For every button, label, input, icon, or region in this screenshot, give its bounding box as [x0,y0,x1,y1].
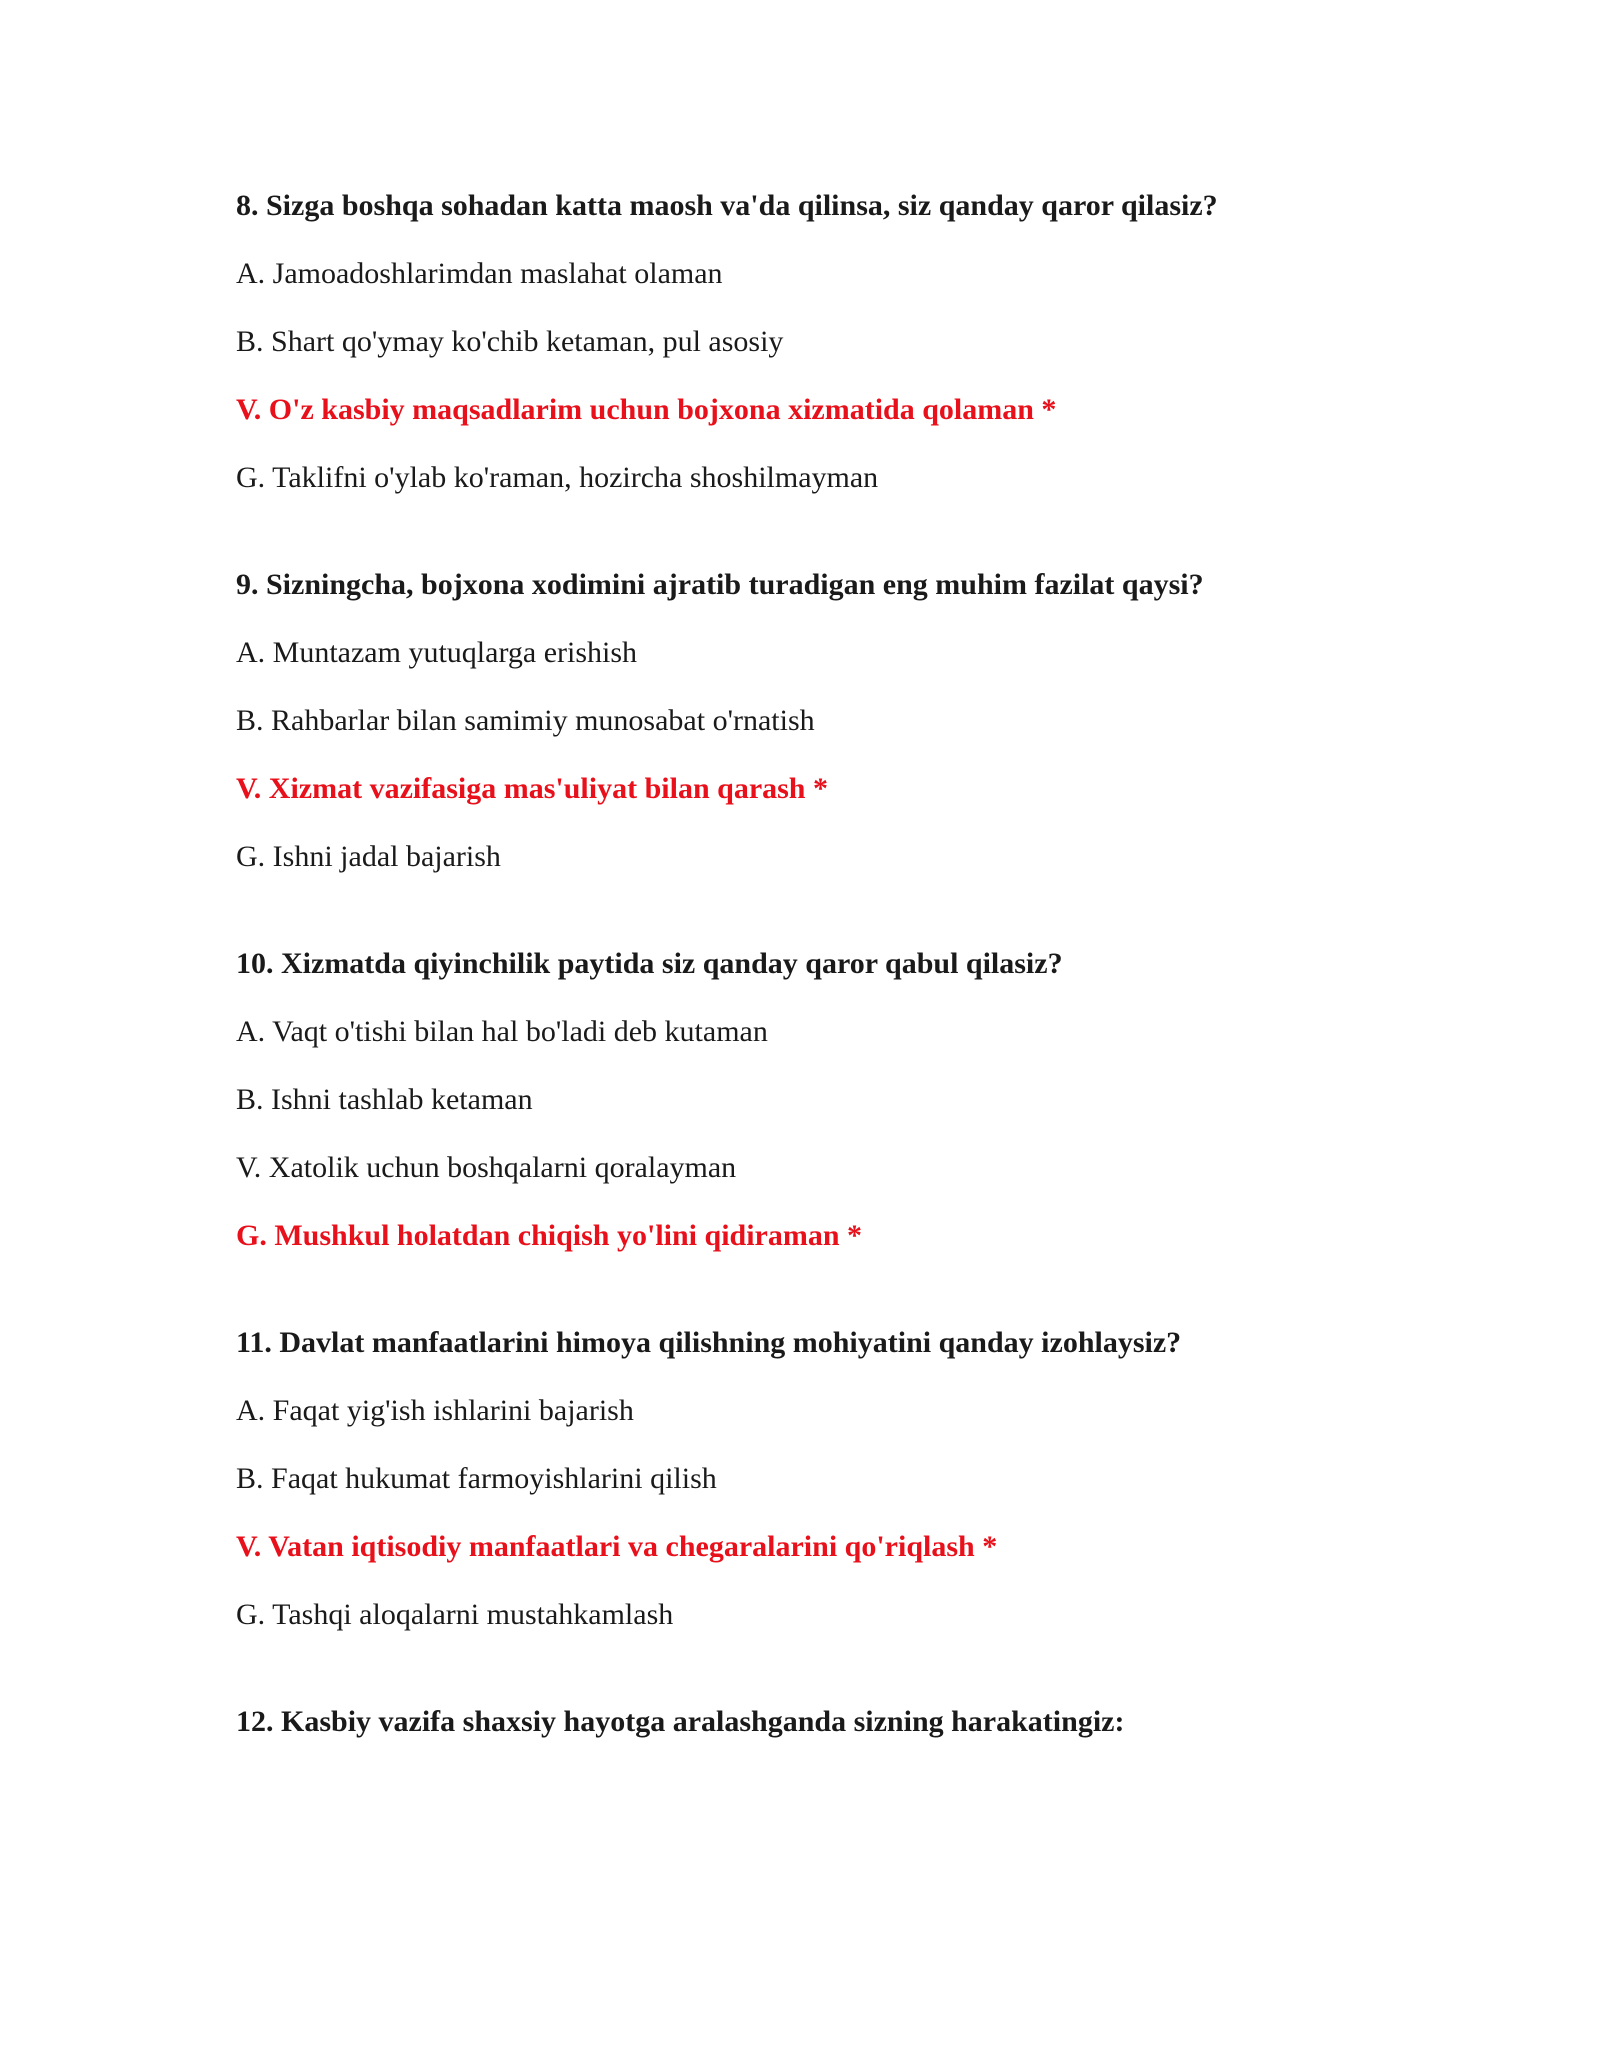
correct-answer-option: V. O'z kasbiy maqsadlarim uchun bojxona xizmatida qolaman * [236,393,1057,426]
question-text: 11. Davlat manfaatlarini himoya qilishning mohiyatini qanday izohlaysiz? [236,1326,1182,1359]
answer-option: G. Tashqi aloqalarni mustahkamlash [236,1598,674,1631]
answer-option: B. Faqat hukumat farmoyishlarini qilish [236,1462,717,1495]
question-block-8 [236,186,1436,498]
question-text: 12. Kasbiy vazifa shaxsiy hayotga aralashganda sizning harakatingiz: [236,1705,1125,1738]
question-block-12 [236,1702,1436,1742]
question-block-11 [236,1323,1436,1635]
document-page [236,186,1436,1809]
question-block-9 [236,565,1436,877]
correct-answer-option: V. Vatan iqtisodiy manfaatlari va chegaralarini qo'riqlash * [236,1530,998,1563]
correct-answer-option: G. Mushkul holatdan chiqish yo'lini qidiraman * [236,1219,863,1252]
question-text: 8. Sizga boshqa sohadan katta maosh va'da qilinsa, siz qanday qaror qilasiz? [236,189,1218,222]
question-text: 10. Xizmatda qiyinchilik paytida siz qanday qaror qabul qilasiz? [236,947,1063,980]
answer-option: G. Ishni jadal bajarish [236,840,501,873]
answer-option: B. Rahbarlar bilan samimiy munosabat o'rnatish [236,704,815,737]
question-block-10 [236,944,1436,1256]
question-text: 9. Sizningcha, bojxona xodimini ajratib turadigan eng muhim fazilat qaysi? [236,568,1204,601]
answer-option: V. Xatolik uchun boshqalarni qoralayman [236,1151,737,1184]
answer-option: A. Faqat yig'ish ishlarini bajarish [236,1394,634,1427]
correct-answer-option: V. Xizmat vazifasiga mas'uliyat bilan qarash * [236,772,828,805]
answer-option: B. Shart qo'ymay ko'chib ketaman, pul asosiy [236,325,784,358]
answer-option: G. Taklifni o'ylab ko'raman, hozircha shoshilmayman [236,461,879,494]
answer-option: A. Muntazam yutuqlarga erishish [236,636,638,669]
answer-option: B. Ishni tashlab ketaman [236,1083,533,1116]
answer-option: A. Vaqt o'tishi bilan hal bo'ladi deb kutaman [236,1015,768,1048]
answer-option: A. Jamoadoshlarimdan maslahat olaman [236,257,723,290]
